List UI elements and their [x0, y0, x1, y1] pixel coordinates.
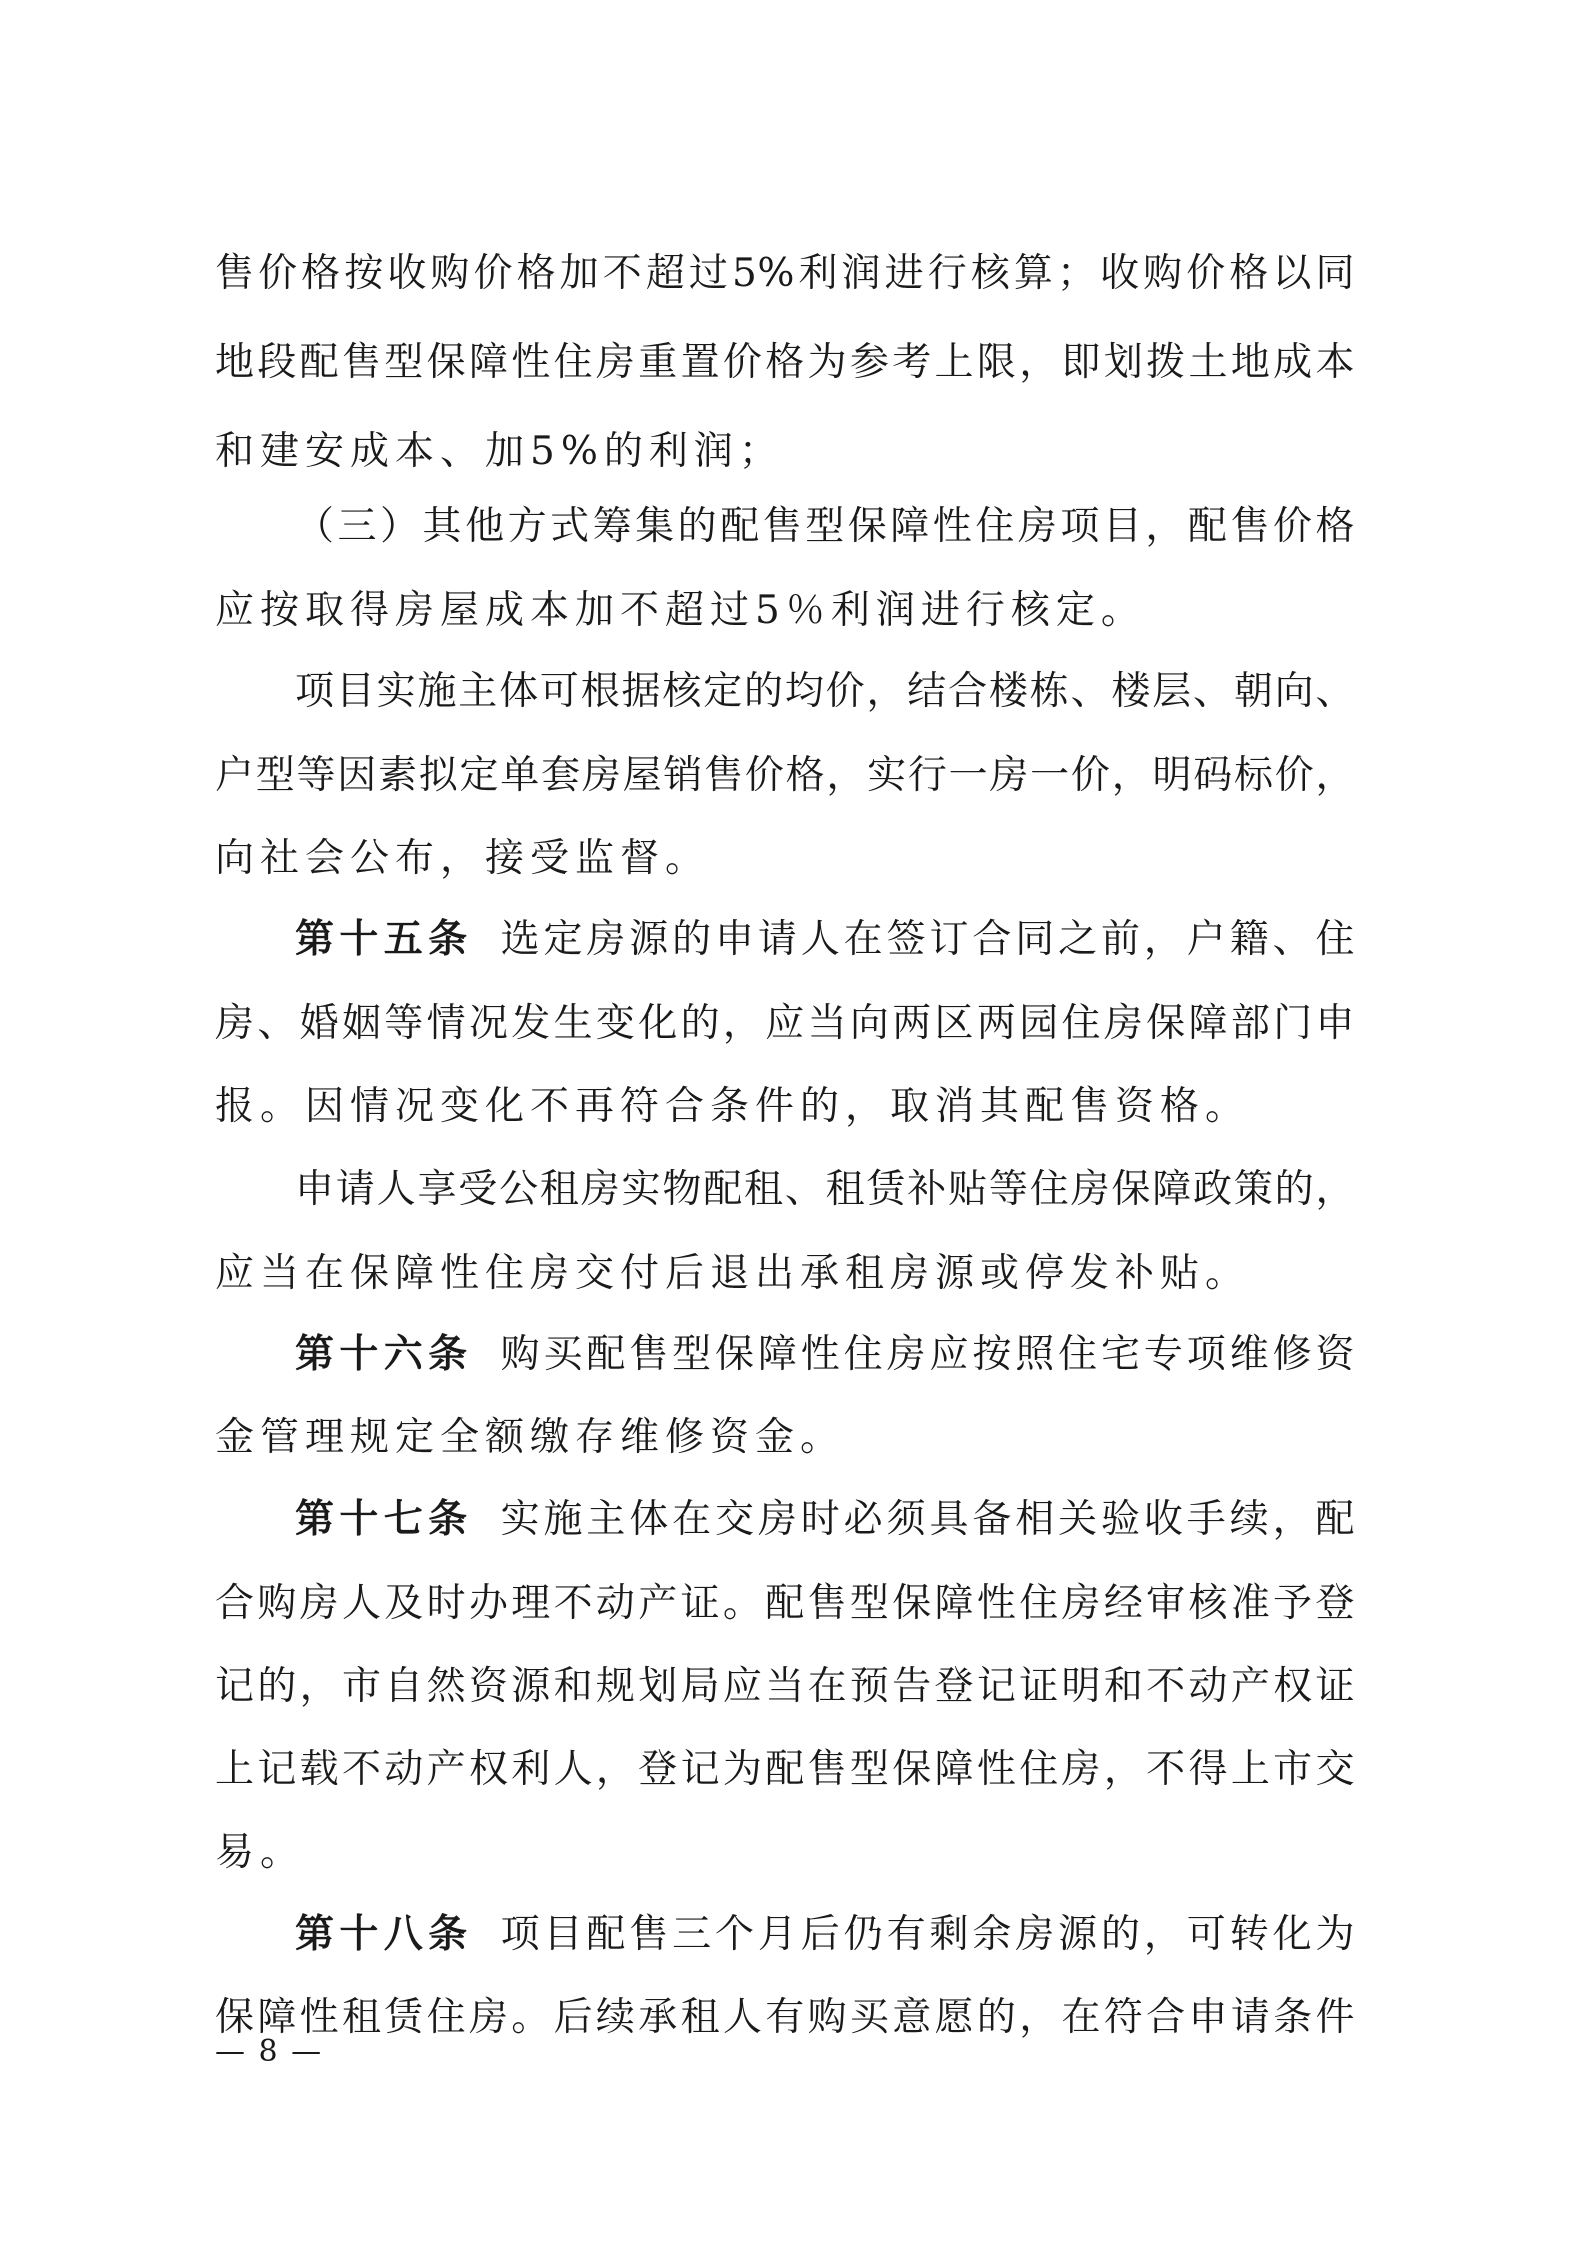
article-text: 实施主体在交房时必须具备相关验收手续，配 [500, 1497, 1355, 1542]
body-line: 向社会公布，接受监督。 [215, 836, 711, 881]
article-line [295, 1911, 1355, 1959]
article-heading: 第十六条 [295, 1332, 473, 1377]
article-heading: 第十七条 [295, 1497, 473, 1542]
article-heading: 第十八条 [295, 1912, 473, 1957]
body-line: 报。因情况变化不再符合条件的，取消其配售资格。 [215, 1084, 1251, 1129]
body-line: 申请人享受公租房实物配租、租赁补贴等住房保障政策的， [295, 1167, 1355, 1212]
body-line: 和建安成本、加5%的利润； [215, 429, 784, 474]
body-line: （三）其他方式筹集的配售型保障性住房项目，配售价格 [295, 504, 1355, 549]
body-line: 售价格按收购价格加不超过5%利润进行核算；收购价格以同 [215, 251, 1355, 296]
body-line: 保障性租赁住房。后续承租人有购买意愿的，在符合申请条件 [215, 1995, 1355, 2040]
body-line: 合购房人及时办理不动产证。配售型保障性住房经审核准予登 [215, 1581, 1355, 1626]
body-line: 易。 [215, 1830, 306, 1875]
article-line [295, 1496, 1355, 1544]
page-number: — 8 — [215, 2034, 324, 2069]
article-text: 选定房源的申请人在签订合同之前，户籍、住 [500, 917, 1355, 962]
body-line: 上记载不动产权利人，登记为配售型保障性住房，不得上市交 [215, 1747, 1355, 1792]
body-line: 房、婚姻等情况发生变化的，应当向两区两园住房保障部门申 [215, 1001, 1355, 1046]
body-line: 应按取得房屋成本加不超过5％利润进行核定。 [215, 588, 1146, 633]
article-text: 购买配售型保障性住房应按照住宅专项维修资 [500, 1332, 1355, 1377]
body-line: 地段配售型保障性住房重置价格为参考上限，即划拨土地成本 [215, 340, 1355, 385]
body-line: 应当在保障性住房交付后退出承租房源或停发补贴。 [215, 1251, 1251, 1296]
body-line: 记的，市自然资源和规划局应当在预告登记证明和不动产权证 [215, 1664, 1355, 1709]
article-line [295, 916, 1355, 964]
article-text: 项目配售三个月后仍有剩余房源的，可转化为 [500, 1912, 1355, 1957]
body-line: 项目实施主体可根据核定的均价，结合楼栋、楼层、朝向、 [295, 669, 1355, 714]
body-line: 户型等因素拟定单套房屋销售价格，实行一房一价，明码标价， [215, 753, 1355, 798]
article-line [295, 1331, 1355, 1379]
body-line: 金管理规定全额缴存维修资金。 [215, 1415, 846, 1460]
article-heading: 第十五条 [295, 917, 473, 962]
